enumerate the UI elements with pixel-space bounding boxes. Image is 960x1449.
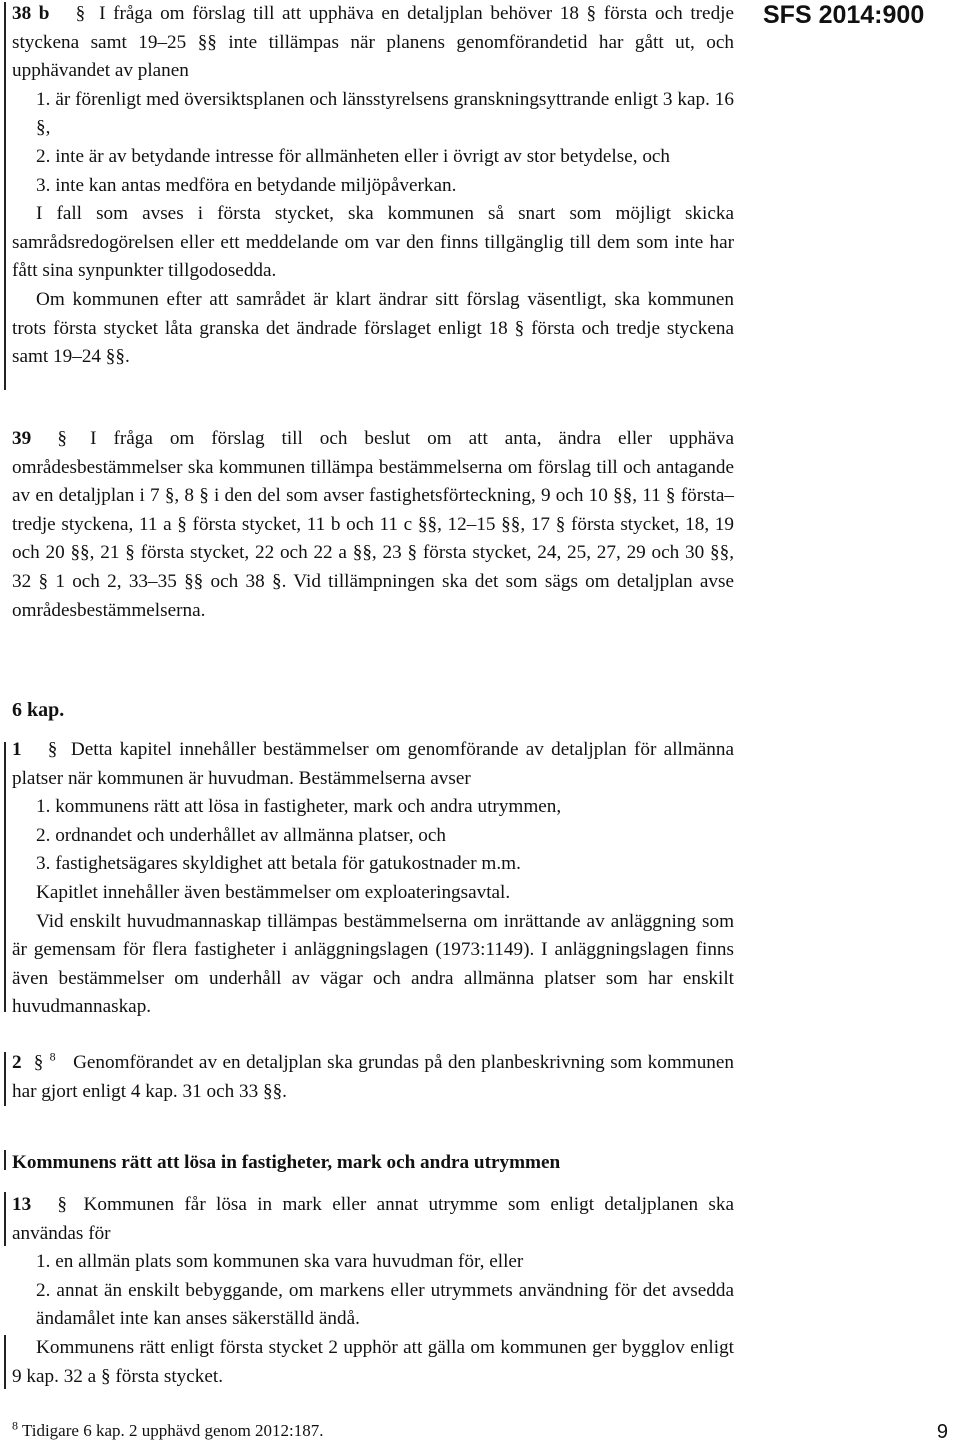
list-item: 1. kommunens rätt att lösa in fastigheter, mark och andra utrymmen, xyxy=(36,796,562,818)
section-text: I fråga om förslag till och beslut om att anta, ändra eller upphäva områdesbestämmelser ska kommunen tillämpa bestämmelserna om förslag till och antagande av en detaljplan i 7 §, 8 § i den del som avser fastighetsförteckning, 9 och 10 §§, 11 § första–tredje styckena, 11 a § första stycket, 11 b och 11 c §§, 12–15 §§, 17 § första stycket, 18, 19 och 20 §§, 21 § första stycket, 22 och 22 a §§, 23 § första stycket, 24, 25, 27, 29 och 30 §§, 32 § 1 och 2, 33–35 §§ och 38 §. Vid tillämpningen ska det som sägs om detaljplan avse områdesbestämmelserna. xyxy=(12,428,735,621)
footnote-text: Tidigare 6 kap. 2 upphävd genom 2012:187. xyxy=(21,1421,324,1440)
section-number: 2 xyxy=(12,1052,22,1073)
paragraph: Vid enskilt huvudmannaskap tillämpas bestämmelserna om inrättande av anläggning som är gemensam för flera fastigheter i anläggningslagen (1973:1149). I anläggningslagen finns även bestämmelser om underhåll av vägar och andra allmänna platser som har enskilt huvudmannaskap. xyxy=(12,910,734,1018)
footnote-mark: 8 xyxy=(12,1418,18,1433)
footnote-reference: 8 xyxy=(49,1049,56,1064)
paragraph-symbol: § xyxy=(57,1194,67,1215)
chapter-heading xyxy=(12,696,734,725)
change-bar xyxy=(4,1335,6,1389)
change-bar xyxy=(4,2,6,390)
section-text: Genomförandet av en detaljplan ska grundas på den planbeskrivning som kommunen har gjort enligt 4 kap. 31 och 33 §§. xyxy=(12,1052,735,1102)
section-38b xyxy=(12,0,734,372)
chapter-title: 6 kap. xyxy=(12,699,65,721)
paragraph-symbol: § xyxy=(57,428,67,449)
sfs-number: SFS 2014:900 xyxy=(763,1,925,29)
section-6-13 xyxy=(12,1191,734,1391)
footnote xyxy=(12,1420,324,1442)
change-bar xyxy=(4,1052,6,1106)
paragraph: I fall som avses i första stycket, ska kommunen så snart som möjligt skicka samrådsredogörelsen eller ett meddelande om var den finns tillgänglig till dem som inte har fått sina synpunkter tillgodosedda. xyxy=(12,203,734,282)
list-item: 1. är förenligt med översiktsplanen och länsstyrelsens granskningsyttrande enligt 3 kap. 16 §, xyxy=(36,88,734,139)
list-item: 3. inte kan antas medföra en betydande miljöpåverkan. xyxy=(36,174,457,196)
section-text: I fråga om förslag till att upphäva en detaljplan behöver 18 § första och tredje styckena samt 19–25 §§ inte tillämpas när planens genomförandetid har gått ut, och upphävandet av planen xyxy=(12,3,735,82)
subheading-text: Kommunens rätt att lösa in fastigheter, mark och andra utrymmen xyxy=(12,1152,561,1173)
change-bar xyxy=(4,1192,6,1246)
paragraph: Kommunens rätt enligt första stycket 2 upphör att gälla om kommunen ger bygglov enligt 9 kap. 32 a § första stycket. xyxy=(12,1336,734,1387)
section-number: 1 xyxy=(12,739,22,760)
change-bar xyxy=(4,1150,6,1170)
section-text: Detta kapitel innehåller bestämmelser om genomförande av detaljplan för allmänna platser när kommunen är huvudman. Bestämmelserna avser xyxy=(12,739,734,789)
page-number: 9 xyxy=(936,1421,948,1443)
section-6-2 xyxy=(12,1049,734,1106)
paragraph: Om kommunen efter att samrådet är klart ändrar sitt förslag väsentligt, ska kommunen trots första stycket låta granska det ändrade förslaget enligt 18 § första och tredje styckena samt 19–24 §§. xyxy=(12,288,734,368)
section-6-1 xyxy=(12,736,734,1022)
subheading xyxy=(12,1149,734,1178)
section-39 xyxy=(12,425,734,625)
list-item: 3. fastighetsägares skyldighet att betala för gatukostnader m.m. xyxy=(36,853,521,875)
section-text: Kommunen får lösa in mark eller annat utrymme som enligt detaljplanen ska användas för xyxy=(12,1194,734,1244)
section-number: 39 xyxy=(12,428,32,449)
paragraph-symbol: § xyxy=(33,1052,44,1073)
paragraph-symbol: § xyxy=(75,3,86,24)
paragraph-symbol: § xyxy=(47,739,58,760)
list-item: 2. inte är av betydande intresse för allmänheten eller i övrigt av stor betydelse, och xyxy=(36,145,671,167)
list-item: 2. annat än enskilt bebyggande, om markens eller utrymmets användning för det avsedda ändamålet inte kan anses säkerställd ändå. xyxy=(36,1279,734,1330)
paragraph: Kapitlet innehåller även bestämmelser om exploateringsavtal. xyxy=(36,881,511,903)
section-number: 38 b xyxy=(12,3,50,24)
change-bar xyxy=(4,742,6,1012)
section-number: 13 xyxy=(12,1194,32,1215)
list-item: 2. ordnandet och underhållet av allmänna platser, och xyxy=(36,824,447,846)
list-item: 1. en allmän plats som kommunen ska vara huvudman för, eller xyxy=(36,1251,524,1273)
